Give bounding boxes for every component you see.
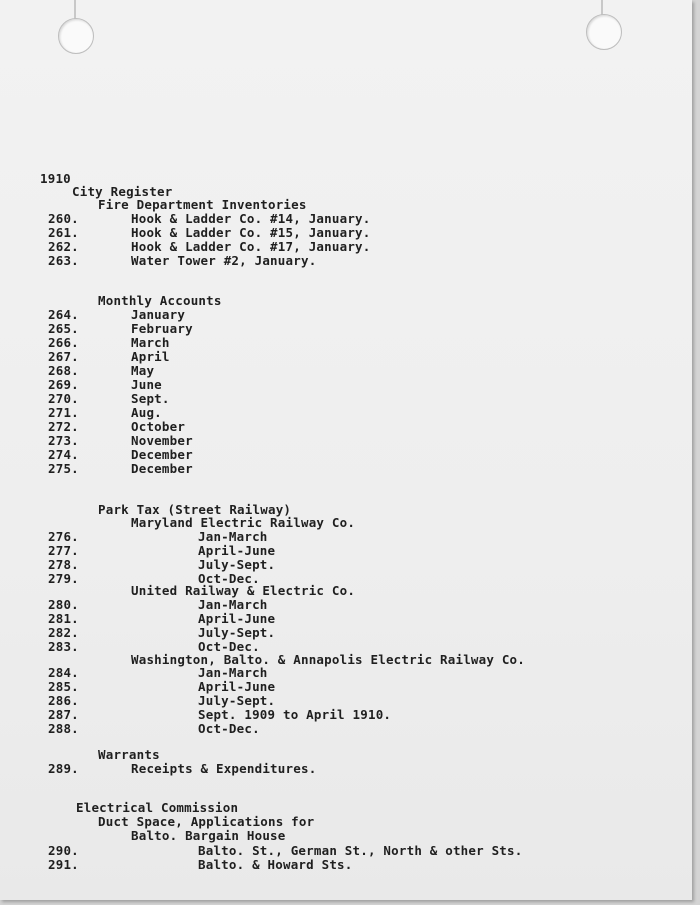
entry-number: 261.	[48, 225, 79, 240]
entry-text: December	[131, 447, 193, 462]
fold-crease	[74, 0, 76, 20]
company-heading: United Railway & Electric Co.	[131, 583, 356, 598]
entry-number: 276.	[48, 529, 79, 544]
entry-text: Receipts & Expenditures.	[131, 761, 317, 776]
entry-text: Oct-Dec.	[198, 571, 260, 586]
entry-text: July-Sept.	[198, 625, 276, 640]
entry-number: 277.	[48, 543, 79, 558]
entry-number: 284.	[48, 665, 79, 680]
entry-number: 275.	[48, 461, 79, 476]
group-heading: Monthly Accounts	[98, 293, 222, 308]
entry-number: 267.	[48, 349, 79, 364]
entry-text: Oct-Dec.	[198, 721, 260, 736]
group-heading: Warrants	[98, 747, 160, 762]
entry-number: 271.	[48, 405, 79, 420]
entry-number: 270.	[48, 391, 79, 406]
entry-text: Balto. & Howard Sts.	[198, 857, 353, 872]
entry-number: 262.	[48, 239, 79, 254]
group-heading: Duct Space, Applications for	[98, 814, 315, 829]
punch-hole	[586, 14, 622, 50]
entry-text: April-June	[198, 543, 276, 558]
entry-number: 285.	[48, 679, 79, 694]
entry-text: December	[131, 461, 193, 476]
entry-text: Jan-March	[198, 665, 268, 680]
entry-text: April-June	[198, 679, 276, 694]
entry-text: May	[131, 363, 155, 378]
entry-text: July-Sept.	[198, 557, 276, 572]
entry-number: 260.	[48, 211, 79, 226]
entry-text: February	[131, 321, 193, 336]
entry-text: June	[131, 377, 162, 392]
entry-text: Sept.	[131, 391, 170, 406]
company-heading: Maryland Electric Railway Co.	[131, 515, 356, 530]
entry-number: 281.	[48, 611, 79, 626]
entry-number: 282.	[48, 625, 79, 640]
entry-number: 290.	[48, 843, 79, 858]
company-heading: Balto. Bargain House	[131, 828, 286, 843]
entry-text: Hook & Ladder Co. #17, January.	[131, 239, 371, 254]
section-heading: City Register	[72, 184, 173, 199]
entry-text: Oct-Dec.	[198, 639, 260, 654]
entry-number: 268.	[48, 363, 79, 378]
company-heading: Washington, Balto. & Annapolis Electric Railway Co.	[131, 652, 526, 667]
entry-text: Hook & Ladder Co. #15, January.	[131, 225, 371, 240]
entry-text: April	[131, 349, 170, 364]
entry-number: 273.	[48, 433, 79, 448]
entry-number: 288.	[48, 721, 79, 736]
punch-hole	[58, 18, 94, 54]
entry-text: Hook & Ladder Co. #14, January.	[131, 211, 371, 226]
entry-number: 269.	[48, 377, 79, 392]
entry-text: Aug.	[131, 405, 162, 420]
entry-number: 280.	[48, 597, 79, 612]
entry-text: April-June	[198, 611, 276, 626]
year-heading: 1910	[40, 171, 71, 186]
section-heading: Electrical Commission	[76, 800, 239, 815]
entry-number: 286.	[48, 693, 79, 708]
group-heading: Park Tax (Street Railway)	[98, 502, 292, 517]
entry-text: Water Tower #2, January.	[131, 253, 317, 268]
entry-number: 289.	[48, 761, 79, 776]
entry-text: March	[131, 335, 170, 350]
entry-number: 291.	[48, 857, 79, 872]
entry-number: 266.	[48, 335, 79, 350]
entry-number: 263.	[48, 253, 79, 268]
entry-text: October	[131, 419, 186, 434]
entry-text: January	[131, 307, 186, 322]
entry-text: Jan-March	[198, 597, 268, 612]
entry-number: 287.	[48, 707, 79, 722]
entry-number: 274.	[48, 447, 79, 462]
entry-number: 272.	[48, 419, 79, 434]
entry-text: November	[131, 433, 193, 448]
entry-text: Jan-March	[198, 529, 268, 544]
entry-text: Sept. 1909 to April 1910.	[198, 707, 392, 722]
entry-text: July-Sept.	[198, 693, 276, 708]
entry-number: 265.	[48, 321, 79, 336]
entry-text: Balto. St., German St., North & other Sts.	[198, 843, 523, 858]
entry-number: 264.	[48, 307, 79, 322]
entry-number: 278.	[48, 557, 79, 572]
entry-number: 283.	[48, 639, 79, 654]
group-heading: Fire Department Inventories	[98, 197, 307, 212]
entry-number: 279.	[48, 571, 79, 586]
